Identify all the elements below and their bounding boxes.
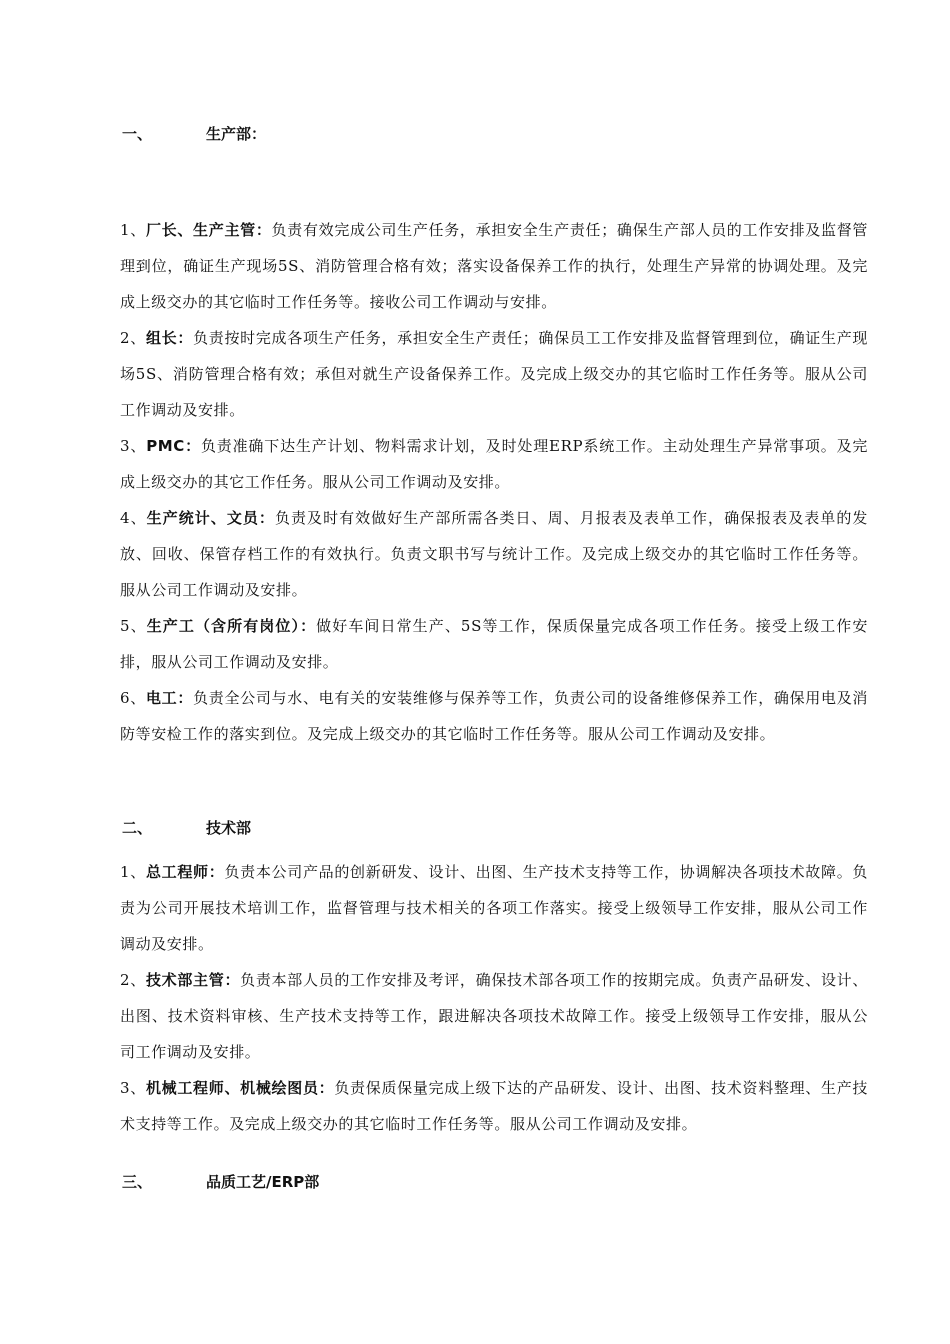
role-separator: ： xyxy=(177,329,194,347)
duty-text: 负责本公司产品的创新研发、设计、出图、生产技术支持等工作，协调解决各项技术故障。负责为公司开展技术培训工作，监督管理与技术相关的各项工作落实。接受上级领导工作安排，服从公司工作调动及安排。 xyxy=(120,863,868,953)
role-separator: ： xyxy=(318,1079,335,1097)
role-name: 机械工程师、机械绘图员 xyxy=(145,1079,319,1097)
duty-text: 负责准确下达生产计划、物料需求计划，及时处理ERP系统工作。主动处理生产异常事项。及完成上级交办的其它工作任务。服从公司工作调动及安排。 xyxy=(120,437,868,491)
item-number: 1、 xyxy=(120,863,146,881)
role-name: 厂长、生产主管 xyxy=(145,221,256,239)
duty-item-electrician xyxy=(120,680,868,752)
role-separator: ： xyxy=(208,863,225,881)
item-number: 1、 xyxy=(120,221,146,239)
duty-text: 做好车间日常生产、5S等工作，保质保量完成各项工作任务。接受上级工作安排，服从公司工作调动及安排。 xyxy=(120,617,868,671)
item-number: 6、 xyxy=(120,689,146,707)
duty-text: 负责本部人员的工作安排及考评，确保技术部各项工作的按期完成。负责产品研发、设计、出图、技术资料审核、生产技术支持等工作，跟进解决各项技术故障工作。接受上级领导工作安排，服从公司工作调动及安排。 xyxy=(120,971,868,1061)
section-title: 品质工艺/ERP部 xyxy=(206,1173,320,1191)
item-number: 2、 xyxy=(120,971,146,989)
item-number: 2、 xyxy=(120,329,146,347)
role-separator: ： xyxy=(177,689,194,707)
role-name: 组长 xyxy=(145,329,178,347)
section-heading-production xyxy=(122,124,266,144)
section-heading-technical xyxy=(122,818,251,838)
role-separator: ： xyxy=(258,509,275,527)
duty-text: 负责全公司与水、电有关的安装维修与保养等工作，负责公司的设备维修保养工作，确保用电及消防等安检工作的落实到位。及完成上级交办的其它临时工作任务等。服从公司工作调动及安排。 xyxy=(120,689,868,743)
duty-item-factory-manager xyxy=(120,212,868,320)
role-name: 总工程师 xyxy=(145,863,209,881)
role-separator: ： xyxy=(300,617,317,635)
item-number: 5、 xyxy=(120,617,147,635)
duty-text: 负责保质保量完成上级下达的产品研发、设计、出图、技术资料整理、生产技术支持等工作。及完成上级交办的其它临时工作任务等。服从公司工作调动及安排。 xyxy=(120,1079,868,1133)
section-number: 三、 xyxy=(122,1173,153,1191)
duty-item-statistics-clerk xyxy=(120,500,868,608)
section-number: 二、 xyxy=(122,819,153,837)
role-separator: ： xyxy=(224,971,241,989)
item-number: 3、 xyxy=(120,437,147,455)
role-separator: ： xyxy=(255,221,272,239)
item-number: 3、 xyxy=(120,1079,146,1097)
duty-item-chief-engineer xyxy=(120,854,868,962)
item-number: 4、 xyxy=(120,509,147,527)
section-title: 生产部： xyxy=(206,125,267,143)
duty-text: 负责有效完成公司生产任务，承担安全生产责任；确保生产部人员的工作安排及监督管理到位，确证生产现场5S、消防管理合格有效；落实设备保养工作的执行，处理生产异常的协调处理。及完成上级交办的其它临时工作任务等。接收公司工作调动与安排。 xyxy=(120,221,868,311)
role-name: 技术部主管 xyxy=(145,971,225,989)
duty-item-technical-supervisor xyxy=(120,962,868,1070)
role-name: 电工 xyxy=(145,689,178,707)
section-number: 一、 xyxy=(122,125,153,143)
section-title: 技术部 xyxy=(206,819,252,837)
duty-text: 负责按时完成各项生产任务，承担安全生产责任；确保员工工作安排及监督管理到位，确证生产现场5S、消防管理合格有效；承但对就生产设备保养工作。及完成上级交办的其它临时工作任务等。服从公司工作调动及安排。 xyxy=(120,329,868,419)
section-heading-quality-erp xyxy=(122,1172,319,1192)
duty-item-mechanical-engineer xyxy=(120,1070,868,1142)
duty-item-team-leader xyxy=(120,320,868,428)
role-name: 生产工（含所有岗位） xyxy=(146,617,301,635)
role-name: PMC xyxy=(146,437,185,455)
duty-item-pmc xyxy=(120,428,868,500)
role-name: 生产统计、文员 xyxy=(146,509,259,527)
duty-text: 负责及时有效做好生产部所需各类日、周、月报表及表单工作，确保报表及表单的发放、回收、保管存档工作的有效执行。负责文职书写与统计工作。及完成上级交办的其它临时工作任务等。服从公司工作调动及安排。 xyxy=(120,509,868,599)
role-separator: ： xyxy=(184,437,201,455)
duty-item-production-worker xyxy=(120,608,868,680)
